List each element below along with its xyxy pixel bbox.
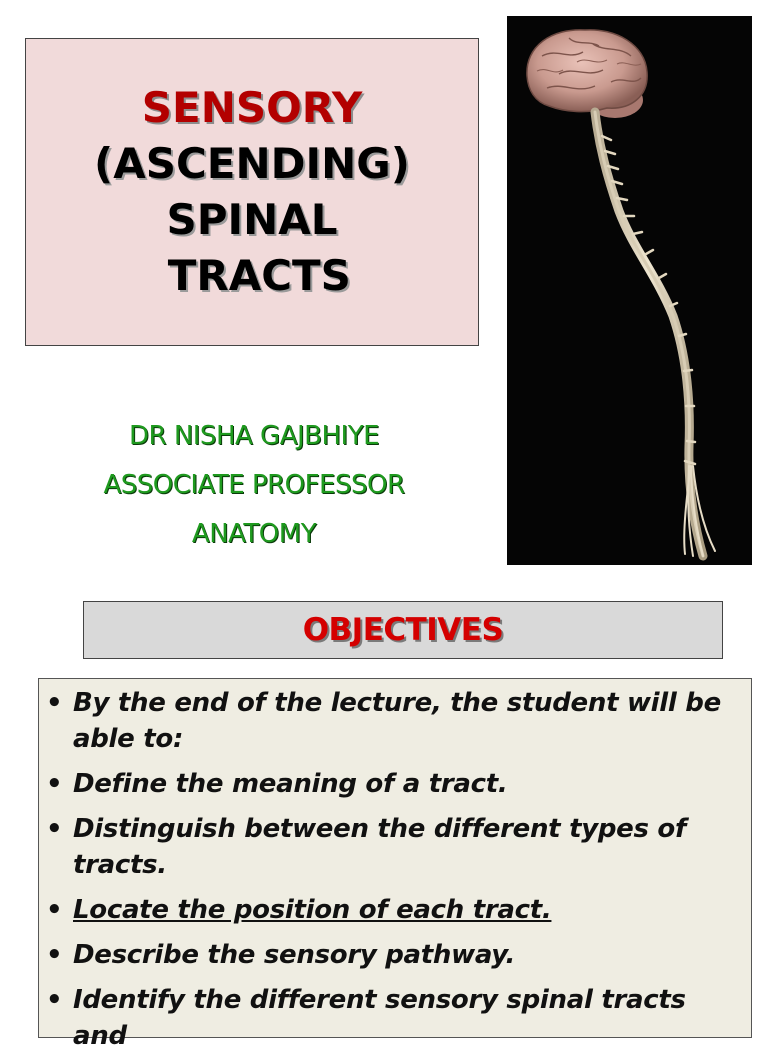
objective-item-text: Locate the position of each tract. — [73, 895, 552, 925]
title-box — [25, 38, 479, 346]
objective-item-underlined — [73, 892, 741, 928]
objectives-list — [73, 685, 741, 1054]
brain-spinal-cord-illustration — [507, 16, 752, 565]
title-line-spinal: SPINAL — [166, 195, 338, 244]
title-line-ascending: (ASCENDING) — [94, 139, 410, 188]
author-department: ANATOMY — [191, 519, 317, 549]
objectives-heading: OBJECTIVES — [302, 612, 504, 648]
title-line-tracts: TRACTS — [153, 251, 351, 300]
brain-spinal-cord-image — [507, 16, 752, 565]
objective-item: • By the end of the lecture, the student will be able to: — [73, 685, 741, 757]
title-line-sensory: SENSORY — [141, 83, 363, 132]
objective-item: • Describe the sensory pathway. — [73, 937, 741, 973]
author-position: ASSOCIATE PROFESSOR — [103, 470, 405, 500]
objective-item: • Define the meaning of a tract. — [73, 766, 741, 802]
author-block — [40, 412, 468, 559]
author-name: DR NISHA GAJBHIYE — [128, 421, 380, 451]
objective-item: • Distinguish between the different types of tracts. — [73, 811, 741, 883]
objectives-heading-bar — [83, 601, 723, 659]
objective-item: • Identify the different sensory spinal tracts and — [73, 982, 741, 1054]
objectives-box — [38, 678, 752, 1051]
